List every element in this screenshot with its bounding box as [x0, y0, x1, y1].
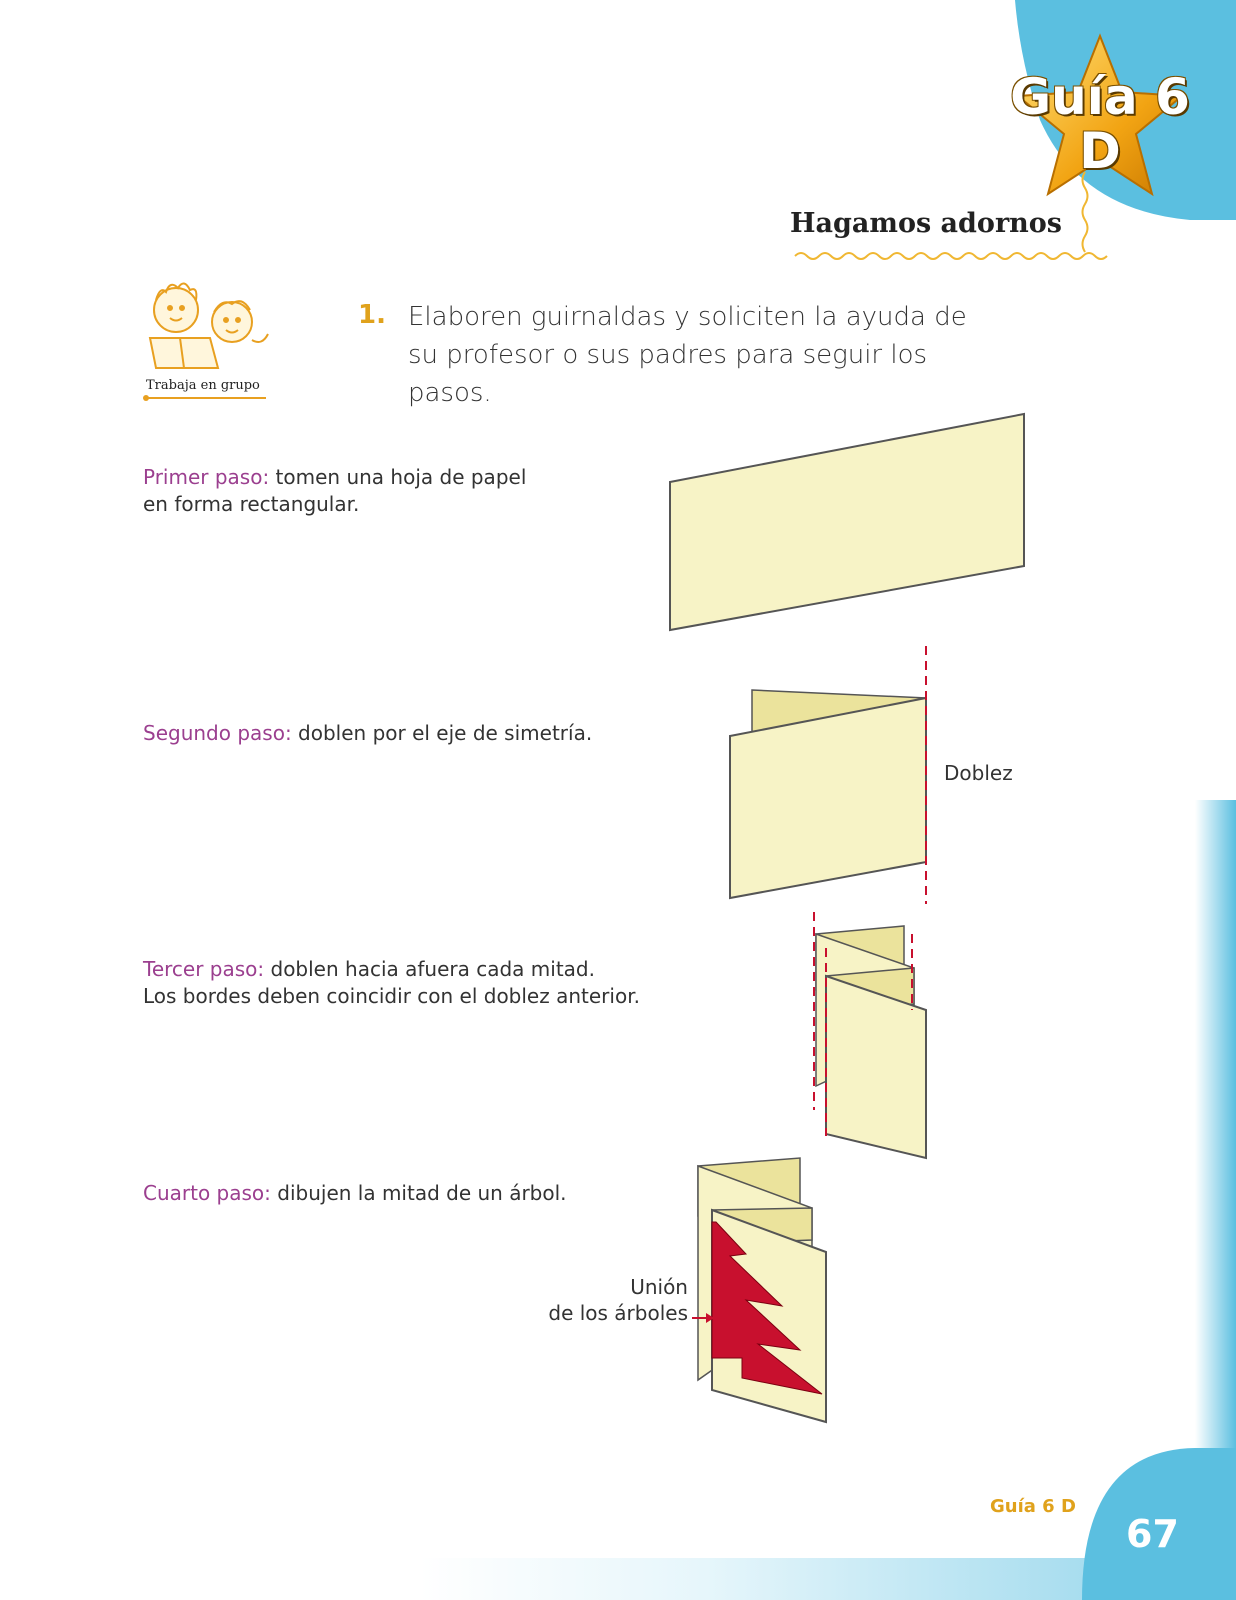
title-wavy-vertical — [1083, 172, 1088, 252]
step-1-text-line2: en forma rectangular. — [143, 492, 360, 516]
step-2 — [143, 720, 663, 747]
footer-guide: Guía 6 D — [990, 1496, 1076, 1517]
step-2-label: Segundo paso: — [143, 721, 292, 745]
activity-text: Elaboren guirnaldas y soliciten la ayuda de su profesor o sus padres para seguir los pasos. — [408, 302, 967, 408]
folded-sheet — [730, 646, 926, 904]
title-wavy-underline — [795, 253, 1107, 259]
step-3 — [143, 956, 663, 1010]
step-4-label: Cuarto paso: — [143, 1181, 271, 1205]
section-title: Hagamos adornos — [790, 208, 1063, 239]
activity-number: 1. — [358, 300, 386, 330]
step-4-text: dibujen la mitad de un árbol. — [270, 1181, 567, 1205]
step-3-text-line2: Los bordes deben coincidir con el doblez anterior. — [143, 984, 640, 1008]
badge-line2: D — [1079, 122, 1121, 180]
group-work-label: Trabaja en grupo — [146, 378, 260, 393]
page-number: 67 — [1126, 1512, 1179, 1556]
badge-line1: Guía 6 — [1010, 68, 1190, 126]
step-3-label: Tercer paso: — [143, 957, 265, 981]
half-tree-drawing — [692, 1158, 826, 1422]
accordion-fold — [814, 912, 926, 1158]
children-reading-icon — [150, 283, 268, 368]
step-1-text: tomen una hoja de papel — [269, 465, 527, 489]
union-annotation — [548, 1274, 688, 1326]
step-1-label: Primer paso: — [143, 465, 270, 489]
union-line2: de los árboles — [548, 1301, 688, 1325]
guide-badge — [990, 70, 1210, 178]
step-4 — [143, 1180, 663, 1207]
fold-annotation: Doblez — [944, 761, 1013, 785]
rectangular-sheet — [670, 414, 1024, 630]
step-1 — [143, 464, 663, 518]
step-2-text: doblen por el eje de simetría. — [291, 721, 593, 745]
union-line1: Unión — [630, 1275, 688, 1299]
step-3-text: doblen hacia afuera cada mitad. — [264, 957, 595, 981]
